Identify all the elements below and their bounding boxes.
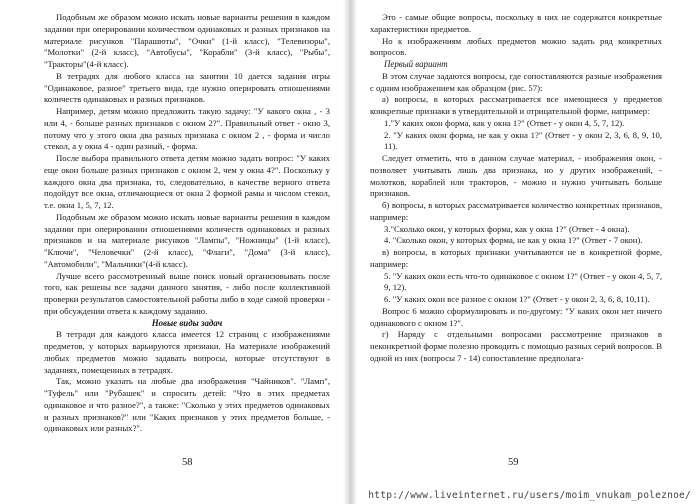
paragraph: Следует отметить, что в данном случае материал, - изображения окон, - позволяет учитывать лишь два признака, но у других изображений, - молотков, кораблей или тракторов, - можно и нужно учитывать больше признаков. bbox=[370, 153, 662, 199]
question-item: 3."Сколько окон, у которых форма, как у окна 1?" (Ответ - 4 окна). bbox=[384, 223, 630, 234]
question-item: 6. "У каких окон все разное с окном 1?" (Ответ - у окон 2, 3, 6, 8, 10,11). bbox=[384, 294, 650, 304]
question-item: 4. "Сколько окон, у которых форма, не как у окна 1?" (Ответ - 7 окон). bbox=[384, 235, 643, 246]
paragraph: Например, детям можно предложить такую задачу: "У какого окна , - 3 или 4, - больше разных признаков с окном 2?". Правильный ответ - окно 3, потому что у этого окна два разных признака с окном 2 , - форма и число стекол, а у окна 4 - один разный, - форма. bbox=[44, 106, 330, 152]
paragraph: Это - самые общие вопросы, поскольку в них не содержатся конкретные характеристики предметов. bbox=[370, 12, 662, 34]
question-item: 1."У каких окон форма, как у окна 1?" (Ответ - у окон 4, 5, 7, 12). bbox=[384, 117, 625, 128]
paragraph: а) вопросы, в которых рассматривается все имеющиеся у предметов конкретные признаки в утвердительной и отрицательной форме, например: bbox=[370, 94, 662, 116]
paragraph: в) вопросы, в которых признаки учитываются не в конкретной форме, например: bbox=[370, 247, 662, 269]
paragraph: Вопрос 6 можно сформулировать и по-другому: "У каких окон нет ничего одинакового с окном 1?". bbox=[370, 305, 662, 328]
paragraph: В тетрадях для любого класса на занятии 10 дается задания игры "Одинаковое, разное" третьего вида, где нужно оперировать отношениями количеств одинаковых и разных признаков. bbox=[44, 70, 330, 105]
left-page bbox=[44, 12, 330, 435]
paragraph: Так, можно указать на любые два изображения "Чайников". "Ламп", "Туфель" или "Рубашек" и спросить детей: "Что в этих предметах одинаковое и что разное?", а также: "Сколько у этих предметов одинаковых и разных признаков?" или "Каких признаков у этих предметов больше, - одинаковых или разных?". bbox=[44, 376, 330, 434]
paragraph: В этом случае задаются вопросы, где сопоставляются разные изображения с одним изображением как образцом (рис. 57): bbox=[370, 70, 662, 93]
paragraph: б) вопросы, в которых рассматривается количество конкретных признаков, например: bbox=[370, 200, 662, 222]
paragraph: Подобным же образом можно искать новые варианты решения в каждом задании при оперировании количеством одинаковых и разных признаков на материале рисунков "Парашюты", "Очки" (1-й класс), "Телевизоры", "Молотки" (2-й класс), "Автобусы", "Корабли" (3-й класс), "Рыбы", "Тракторы"(4-й класс). bbox=[44, 12, 330, 69]
paragraph: После выбора правильного ответа детям можно задать вопрос: "У каких еще окон больше разных признаков с окном 2, чем у окна 4?". Поскольку у каждого окна два признака, то, следовательно, в качестве верного ответа подойдут все окна, отличающиеся от окна 2 формой рамы и числом стекол, т.е. окна 1, 5, 7, 12. bbox=[44, 153, 330, 210]
section-heading: Новые виды задач bbox=[151, 317, 223, 328]
book-gutter bbox=[343, 0, 357, 504]
paragraph: Но к изображениям любых предметов можно задать ряд конкретных вопросов. bbox=[370, 35, 662, 58]
paragraph: Подобным же образом можно искать новые варианты решения в каждом задании при оперировании отношениями количеств одинаковых и разных признаков и на материале рисунков "Лампы", "Ножницы" (1-й класс), "Ключи", "Человечки" (2-й класс), "Флаги", "Дома" (3-й класс), "Автомобили", "Мальчики"(4-й класс). bbox=[44, 211, 330, 269]
paragraph: Лучше всего рассмотренный выше поиск новый организовывать после того, как решены все задачи данного занятия, - либо после коллективной проверки результатов самостоятельной работы либо в ходе самой проверки - при обсуждении ответа к каждому заданию. bbox=[44, 270, 330, 316]
question-item: 2. "У каких окон форма, не как у окна 1?" (Ответ - у окон 2, 3, 6, 8, 9, 10, 11). bbox=[384, 129, 662, 152]
subsection-heading: Первый вариант bbox=[384, 59, 448, 69]
page-number-left: 58 bbox=[182, 457, 193, 468]
right-page bbox=[370, 12, 662, 365]
source-watermark: http://www.liveinternet.ru/users/moim_vnukam_poleznoe/ bbox=[368, 490, 691, 501]
page-number-right: 59 bbox=[508, 457, 519, 468]
paragraph: г) Наряду с отдельными вопросами рассмотрение признаков в неконкретной форме полезно проводить с помощью разных серий вопросов. В одной из них (вопросы 7 - 14) сопоставление предполага- bbox=[370, 329, 662, 363]
paragraph: В тетради для каждого класса имеется 12 страниц с изображениями предметов, у которых варьируются признаки. На материале изображений любых предметов можно задавать вопросы, которые отсутствуют в заданиях, помещенных в тетрадях. bbox=[44, 329, 330, 375]
question-item: 5. "У каких окон есть что-то одинаковое с окном 1?" (Ответ - у окон 4, 5, 7, 9, 12). bbox=[384, 270, 662, 293]
